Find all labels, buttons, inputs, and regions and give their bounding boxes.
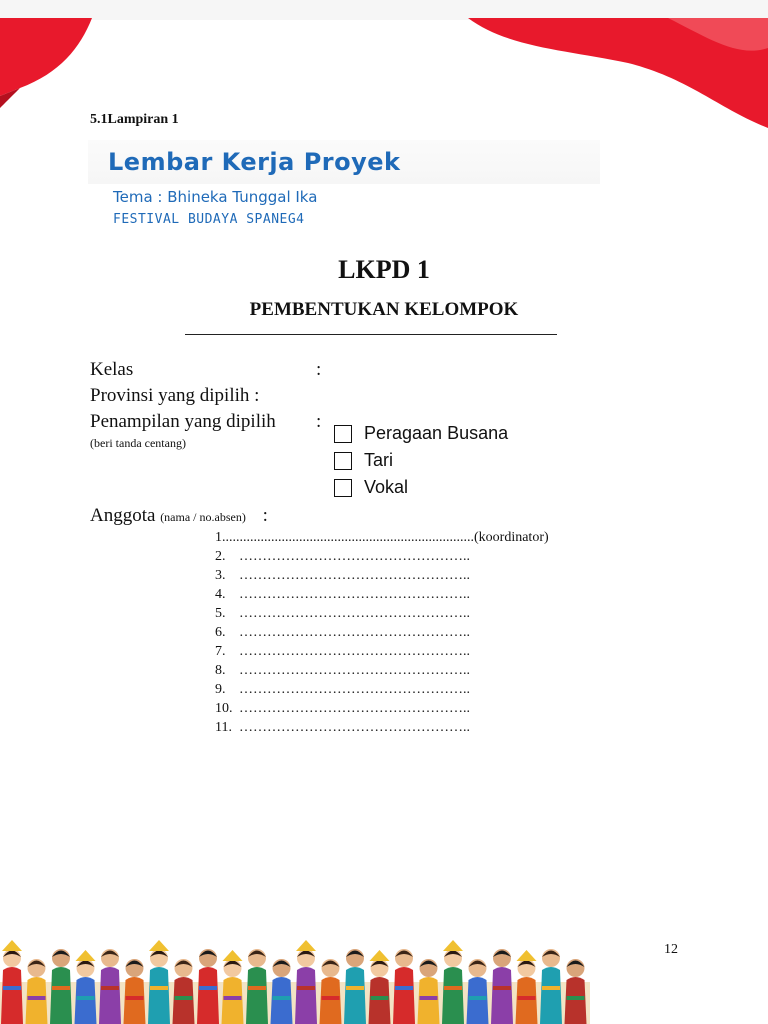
costume-child-figure [26,959,48,1024]
banner-festival: FESTIVAL BUDAYA SPANEG4 [113,212,305,227]
option-peragaan-busana[interactable] [334,423,508,444]
kelas-colon: : [316,359,322,380]
member-number: 7. [215,644,226,659]
checkbox[interactable] [334,452,352,470]
member-row[interactable] [215,547,549,566]
costume-child-figure [1,940,23,1024]
costume-child-figure [246,949,268,1024]
traditional-costume-children-illustration [0,922,590,1024]
option-label: Vokal [364,477,409,497]
costume-child-figure [491,949,513,1024]
option-label: Peragaan Busana [364,423,509,443]
member-blank: ………………………………………….. [239,587,470,602]
anggota-label [90,505,268,527]
member-blank: ………………………………………….. [239,663,470,678]
member-row[interactable] [215,528,549,547]
member-list [215,528,549,737]
member-row[interactable] [215,585,549,604]
costume-child-figure [271,959,293,1024]
checkbox[interactable] [334,479,352,497]
anggota-text: Anggota [90,505,156,526]
member-number: 4. [215,587,226,602]
member-blank: ………………………………………….. [239,701,470,716]
member-number: 9. [215,682,226,697]
member-number: 2. [215,549,226,564]
member-blank: ………………………………………….. [239,644,470,659]
member-row[interactable] [215,661,549,680]
member-number: 3. [215,568,226,583]
costume-child-figure [516,950,538,1024]
member-row[interactable] [215,642,549,661]
member-blank: ………………………………………….. [239,720,470,735]
costume-child-figure [320,959,342,1024]
member-row[interactable] [215,718,549,737]
banner-theme: Tema : Bhineka Tunggal Ika [113,188,318,206]
member-number: 8. [215,663,226,678]
costume-child-figure [295,940,317,1024]
costume-child-figure [173,959,195,1024]
field-label-provinsi: Provinsi yang dipilih : [90,385,260,406]
lampiran-heading: 5.1Lampiran 1 [90,112,179,127]
penampilan-colon: : [316,411,322,432]
anggota-colon: : [262,505,268,526]
costume-child-figure [369,950,391,1024]
costume-child-figure [50,949,72,1024]
costume-child-figure [344,949,366,1024]
member-number: 10. [215,701,233,716]
costume-child-figure [393,949,415,1024]
costume-child-figure [197,949,219,1024]
member-blank: .......................................................................(koordinator) [225,530,549,545]
member-number: 11. [215,720,232,735]
costume-child-figure [565,959,587,1024]
penampilan-note: (beri tanda centang) [90,436,186,450]
costume-child-figure [467,959,489,1024]
member-row[interactable] [215,699,549,718]
field-label-penampilan: Penampilan yang dipilih [90,411,276,432]
title-divider [185,334,557,335]
checkbox[interactable] [334,425,352,443]
member-blank: ………………………………………….. [239,625,470,640]
member-row[interactable] [215,623,549,642]
member-blank: ………………………………………….. [239,549,470,564]
costume-child-figure [99,949,121,1024]
page-number: 12 [664,942,678,957]
member-row[interactable] [215,604,549,623]
costume-child-figure [124,959,146,1024]
red-ribbon-right-decoration [468,18,768,128]
member-row[interactable] [215,680,549,699]
option-vokal[interactable] [334,477,408,498]
member-number: 6. [215,625,226,640]
costume-child-figure [418,959,440,1024]
member-number: 5. [215,606,226,621]
costume-child-figure [222,950,244,1024]
red-ribbon-left-decoration [0,18,140,108]
top-strip [0,0,768,20]
costume-child-figure [148,940,170,1024]
member-blank: ………………………………………….. [239,568,470,583]
member-number: 1. [215,530,226,545]
member-blank: ………………………………………….. [239,682,470,697]
option-label: Tari [364,450,394,470]
banner-title: Lembar Kerja Proyek [108,148,401,176]
costume-child-figure [442,940,464,1024]
document-title: LKPD 1 [338,255,430,284]
option-tari[interactable] [334,450,393,471]
document-subtitle: PEMBENTUKAN KELOMPOK [249,299,519,320]
anggota-note: (nama / no.absen) [160,510,246,524]
member-blank: ………………………………………….. [239,606,470,621]
costume-child-figure [540,949,562,1024]
member-row[interactable] [215,566,549,585]
field-label-kelas: Kelas [90,359,134,380]
costume-child-figure [75,950,97,1024]
